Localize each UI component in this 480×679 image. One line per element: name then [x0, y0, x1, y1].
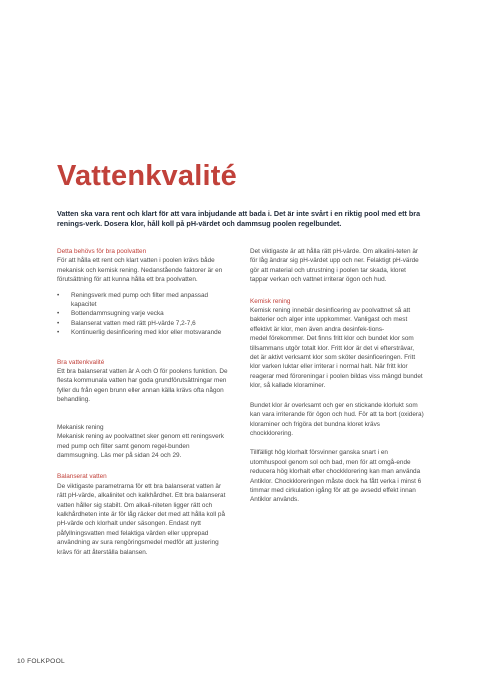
section-heading-poolwater: Detta behövs för bra poolvatten [57, 248, 147, 255]
list-item: • Bottendammsugning varje vecka [57, 309, 231, 318]
section-heading-balanced: Balanserat vatten [57, 473, 107, 481]
paragraph-bound-chlorine: Bundet klor är overksamt och ger en stickande klorlukt som kan vara irriterande för ögon och hud. För att ta bort (oxidera) kloraminer och frigöra det bundna kloret krävs chockklorering. [250, 401, 424, 437]
right-column [250, 247, 424, 505]
section-heading-mechanical: Mekanisk rening [57, 423, 104, 431]
paragraph-chemical: Kemisk rening innebär desinficering av poolvattnet så att bakterier och alger inte uppkommer. Vanligast och mest effektivt är klor, men även andra desinfek-tions- [250, 307, 411, 333]
section-text-water-quality: Ett bra balanserat vatten är A och O för poolens funktion. De flesta kommunala vatten har goda grundförutsättningar men fyller du från egen brunn eller annan källa krävs ofta någon behandling. [57, 368, 228, 404]
list-item: • Kontinuerlig desinficering med klor eller motsvarande [57, 328, 231, 337]
paragraph-ph: Det viktigaste är att hålla rätt pH-värde. Om alkalini-teten är för låg ändrar sig pH-värdet upp och ner. Felaktigt pH-värde gör att material och utrustning i poolen tar skada, kloret tappar verkan och vattnet irriterar ögon och hud. [250, 248, 419, 284]
page-title: Vattenkvalité [57, 160, 237, 192]
list-item: • Balanserat vatten med rätt pH-värde 7,2-7,6 [57, 319, 231, 328]
lead-paragraph: Vatten ska vara rent och klart för att vara inbjudande att bada i. Det är inte svårt i en riktig pool med ett bra renings-verk. Dosera klor, håll koll på pH-värdet och dammsug poolen regelbundet. [57, 209, 421, 228]
section-heading-chemical: Kemisk rening [250, 297, 291, 305]
list-item: • Reningsverk med pump och filter med anpassad kapacitet [57, 291, 231, 310]
section-text-mechanical: Mekanisk rening av poolvattnet sker genom ett reningsverk med pump och filter samt genom regel-bunden dammsugning. Läs mer på sidan 24 och 29. [57, 433, 224, 459]
section-heading-water-quality: Bra vattenkvalité [57, 358, 105, 366]
section-text-poolwater: För att hålla ett rent och klart vatten i poolen krävs både mekanisk och kemisk rening. Nedanstående faktorer är en förutsättning för att kunna hålla ett bra poolvatten. [57, 257, 223, 284]
paragraph-antiklor: Tillfälligt hög klorhalt försvinner ganska snart i en utomhuspool genom sol och bad, men för att omgå-ende reducera hög klorhalt efter chockklorering kan man använda Antiklor. Chockkloreringen måste dock ha fått verka i minst 6 timmar med cirkulation igång för att ge avsedd effekt innan Antiklor används. [250, 449, 422, 504]
left-column [57, 247, 231, 557]
paragraph-free-chlorine: medel förekommer. Det finns fritt klor och bundet klor som tillsammans utgör totalt klor. Fritt klor är det vi eftersträvar, det är aktivt verksamt klor som sköter desinficeringen. Fritt klor varken luktar eller irriterar i normal halt. När fritt klor reagerar med föroreningar i poolen bildas viss mängd bundet klor, så kallade kloraminer. [250, 335, 423, 390]
section-text-balanced: De viktigaste parametrarna för ett bra balanserat vatten är rätt pH-värde, alkalinitet och kalkhårdhet. Ett bra balanserat vatten håller sig stabilt. Om alkali-niteten ligger rätt och kalkhårdheten inte är för låg räcker det med att hålla koll på pH-värde och klorhalt under säsongen. Endast nytt påfyllningsvatten med felaktiga värden eller upprepad användning av sura rengöringsmedel medför att justering krävs för att återställa balansen. [57, 482, 226, 556]
page-footer: 10 FOLKPOOL [17, 658, 66, 665]
requirements-list [57, 291, 231, 338]
